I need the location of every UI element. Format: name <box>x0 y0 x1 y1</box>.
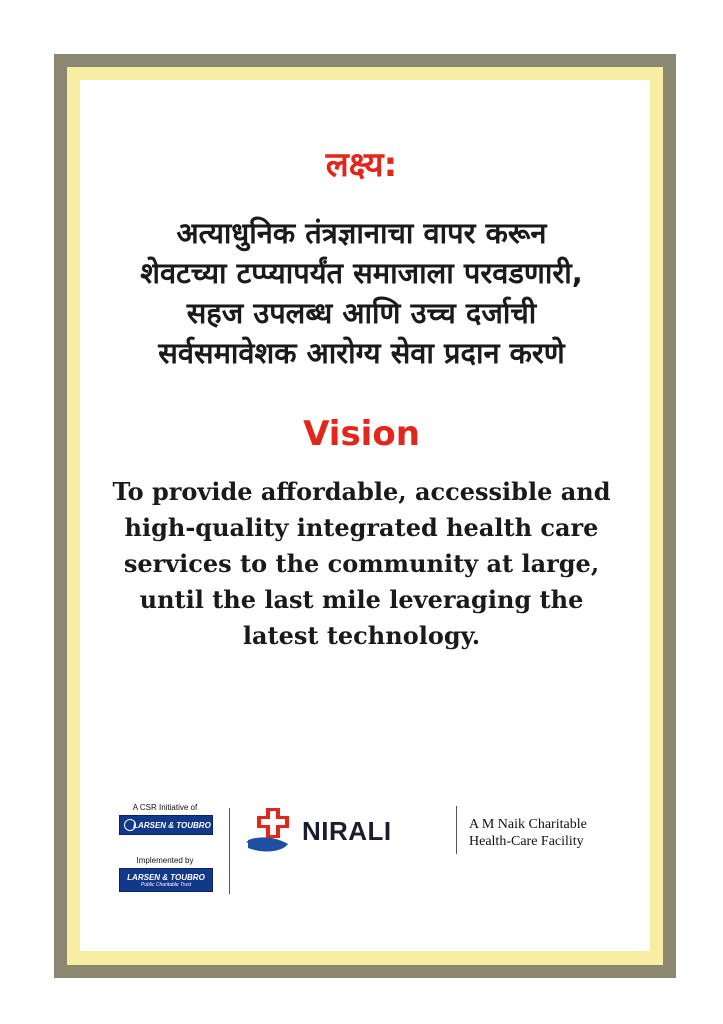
lt-logo-text: LARSEN & TOUBRO <box>133 820 211 830</box>
nirali-brand-name: NIRALI <box>302 816 392 846</box>
vision-line: latest technology. <box>242 621 481 650</box>
lt-logo <box>119 815 213 835</box>
nirali-logo-icon <box>244 806 302 856</box>
vision-line: To provide affordable, accessible and <box>112 477 611 506</box>
vision-heading: Vision <box>303 414 420 454</box>
vision-line: high-quality integrated health care <box>124 513 599 542</box>
trust-logo-text: LARSEN & TOUBRO <box>127 872 205 882</box>
footer-divider <box>229 808 230 894</box>
facility-name-line1: A M Naik Charitable <box>469 817 587 832</box>
marathi-vision-text <box>0 213 723 373</box>
facility-name-line2: Health-Care Facility <box>469 834 584 849</box>
vision-line: services to the community at large, <box>123 549 600 578</box>
footer-divider <box>456 806 457 854</box>
lt-emblem-icon <box>124 819 136 831</box>
vision-text <box>0 474 723 654</box>
trust-logo-subtext: Public Charitable Trust <box>140 881 192 888</box>
marathi-line: शेवटच्या टप्प्यापर्यंत समाजाला परवडणारी, <box>140 256 583 290</box>
csr-label: A CSR Initiative of <box>132 803 198 812</box>
vision-line: until the last mile leveraging the <box>139 585 584 614</box>
lt-trust-logo <box>119 868 213 892</box>
marathi-line: अत्याधुनिक तंत्रज्ञानाचा वापर करून <box>176 216 547 250</box>
marathi-heading: लक्ष्य: <box>325 145 398 185</box>
marathi-line: सहज उपलब्ध आणि उच्च दर्जाची <box>186 296 537 330</box>
marathi-line: सर्वसमावेशक आरोग्य सेवा प्रदान करणे <box>158 336 565 370</box>
implemented-label: Implemented by <box>136 856 194 865</box>
